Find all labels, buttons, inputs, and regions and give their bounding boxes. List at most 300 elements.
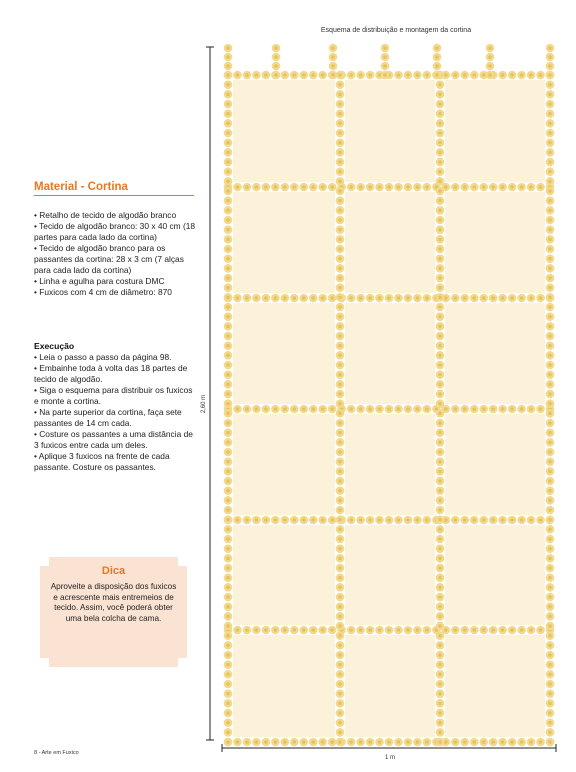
- fuxico-mark: [329, 71, 338, 80]
- material-item: • Fuxicos com 4 cm de diâmetro: 870: [34, 287, 172, 297]
- fuxico-mark: [508, 738, 517, 747]
- fuxico-mark: [224, 631, 233, 640]
- fuxico-mark: [224, 583, 233, 592]
- fuxico-mark: [508, 294, 517, 303]
- fuxico-mark: [536, 738, 545, 747]
- fuxico-mark: [546, 438, 555, 447]
- fuxico-mark: [336, 515, 345, 524]
- fuxico-mark: [356, 626, 365, 635]
- fuxico-mark: [436, 216, 445, 225]
- fuxico-mark: [281, 183, 290, 192]
- fuxico-mark: [413, 405, 422, 414]
- fuxico-mark: [224, 409, 233, 418]
- fuxico-mark: [546, 187, 555, 196]
- fuxico-mark: [436, 573, 445, 582]
- fuxico-mark: [224, 689, 233, 698]
- fuxico-mark: [546, 699, 555, 708]
- fuxico-mark: [451, 183, 460, 192]
- fuxico-mark: [546, 245, 555, 254]
- fuxico-mark: [336, 264, 345, 273]
- fuxico-mark: [318, 738, 327, 747]
- fuxico-mark: [336, 370, 345, 379]
- fabric-panel: [233, 525, 335, 625]
- fuxico-mark: [224, 167, 233, 176]
- fuxico-mark: [271, 738, 280, 747]
- fuxico-mark: [336, 457, 345, 466]
- fuxico-mark: [336, 254, 345, 263]
- fuxico-mark: [404, 183, 413, 192]
- fuxico-mark: [366, 294, 375, 303]
- fuxico-mark: [546, 641, 555, 650]
- diagram-caption: Esquema de distribuição e montagem da cortina: [320, 27, 472, 34]
- width-dimension: [222, 744, 556, 761]
- fuxico-mark: [436, 709, 445, 718]
- fabric-panel: [445, 303, 545, 404]
- fuxico-mark: [356, 294, 365, 303]
- fuxico-mark: [527, 294, 536, 303]
- fuxico-mark: [224, 187, 233, 196]
- fuxico-mark: [546, 216, 555, 225]
- fuxico-mark: [224, 245, 233, 254]
- step-item: • Embainhe toda à volta das 18 partes de tecido de algodão.: [34, 363, 188, 384]
- fuxico-mark: [546, 380, 555, 389]
- fuxico-mark: [385, 738, 394, 747]
- fuxico-mark: [436, 535, 445, 544]
- fuxico-mark: [233, 626, 242, 635]
- fuxico-mark: [224, 641, 233, 650]
- fuxico-mark: [290, 294, 299, 303]
- fuxico-mark: [404, 71, 413, 80]
- fuxico-mark: [486, 62, 495, 71]
- fuxico-mark: [546, 486, 555, 495]
- fuxico-mark: [536, 405, 545, 414]
- fuxico-mark: [394, 294, 403, 303]
- fuxico-mark: [262, 516, 271, 525]
- fuxico-mark: [436, 254, 445, 263]
- fuxico-mark: [451, 71, 460, 80]
- fuxico-mark: [299, 183, 308, 192]
- fuxico-mark: [224, 593, 233, 602]
- fuxico-mark: [290, 516, 299, 525]
- fuxico-mark: [436, 80, 445, 89]
- fuxico-mark: [224, 525, 233, 534]
- fuxico-mark: [272, 62, 281, 71]
- fuxico-mark: [433, 53, 442, 62]
- fuxico-mark: [385, 516, 394, 525]
- fabric-panel: [445, 525, 545, 625]
- fuxico-mark: [527, 626, 536, 635]
- fuxico-mark: [508, 405, 517, 414]
- fuxico-mark: [336, 245, 345, 254]
- fuxico-mark: [546, 728, 555, 737]
- fuxico-mark: [281, 294, 290, 303]
- fuxico-mark: [546, 670, 555, 679]
- fuxico-mark: [546, 593, 555, 602]
- fuxico-mark: [436, 515, 445, 524]
- fuxico-mark: [224, 100, 233, 109]
- fuxico-mark: [546, 225, 555, 234]
- fuxico-mark: [366, 516, 375, 525]
- material-title: Material - Cortina: [34, 181, 194, 196]
- fuxico-mark: [436, 370, 445, 379]
- fuxico-mark: [309, 71, 318, 80]
- fuxico-mark: [336, 602, 345, 611]
- fabric-panel: [233, 414, 335, 515]
- fuxico-mark: [508, 71, 517, 80]
- fuxico-mark: [436, 612, 445, 621]
- fuxico-mark: [436, 699, 445, 708]
- fuxico-mark: [224, 399, 233, 408]
- fuxico-mark: [546, 709, 555, 718]
- fuxico-mark: [460, 626, 469, 635]
- fuxico-mark: [233, 183, 242, 192]
- fuxico-mark: [460, 183, 469, 192]
- fuxico-mark: [272, 71, 281, 80]
- fuxico-mark: [224, 370, 233, 379]
- fuxico-mark: [224, 438, 233, 447]
- fuxico-mark: [404, 516, 413, 525]
- fuxico-mark: [318, 294, 327, 303]
- fuxico-mark: [546, 274, 555, 283]
- fuxico-mark: [436, 235, 445, 244]
- fuxico-mark: [281, 738, 290, 747]
- fuxico-mark: [336, 283, 345, 292]
- fuxico-mark: [517, 626, 526, 635]
- fuxico-mark: [224, 554, 233, 563]
- fuxico-mark: [224, 177, 233, 186]
- fuxico-mark: [546, 428, 555, 437]
- fuxico-mark: [336, 312, 345, 321]
- fuxico-mark: [356, 71, 365, 80]
- fuxico-mark: [233, 405, 242, 414]
- fuxico-mark: [517, 183, 526, 192]
- fuxico-mark: [546, 370, 555, 379]
- fuxico-mark: [336, 390, 345, 399]
- fuxico-mark: [243, 294, 252, 303]
- fuxico-mark: [451, 405, 460, 414]
- fuxico-mark: [224, 660, 233, 669]
- fuxico-mark: [224, 109, 233, 118]
- fuxico-mark: [224, 148, 233, 157]
- fabric-panel: [445, 635, 545, 737]
- fuxico-mark: [336, 680, 345, 689]
- fuxico-mark: [318, 183, 327, 192]
- fuxico-mark: [224, 419, 233, 428]
- fuxico-mark: [336, 196, 345, 205]
- fuxico-mark: [423, 738, 432, 747]
- fuxico-mark: [546, 351, 555, 360]
- fuxico-mark: [436, 361, 445, 370]
- fuxico-mark: [233, 294, 242, 303]
- fuxico-mark: [546, 361, 555, 370]
- fuxico-mark: [336, 206, 345, 215]
- fuxico-mark: [336, 148, 345, 157]
- fuxico-mark: [224, 718, 233, 727]
- fuxico-mark: [366, 405, 375, 414]
- fuxico-mark: [290, 626, 299, 635]
- fabric-panel: [233, 635, 335, 737]
- fuxico-mark: [546, 680, 555, 689]
- fuxico-mark: [336, 158, 345, 167]
- fuxico-mark: [546, 196, 555, 205]
- tip-text: Aproveite a disposição dos fuxicos e acrescente mais entremeios de tecido. Assim, você poderá obter uma bela colcha de cama.: [50, 582, 177, 623]
- fuxico-mark: [329, 44, 338, 53]
- step-item: • Na parte superior da cortina, faça sete passantes de 14 cm cada.: [34, 407, 182, 428]
- fuxico-mark: [347, 516, 356, 525]
- fuxico-mark: [224, 544, 233, 553]
- fuxico-mark: [329, 62, 338, 71]
- fuxico-mark: [224, 264, 233, 273]
- fuxico-mark: [423, 294, 432, 303]
- fabric-panel: [345, 525, 435, 625]
- fuxico-mark: [436, 506, 445, 515]
- fuxico-mark: [436, 448, 445, 457]
- fuxico-mark: [436, 109, 445, 118]
- fuxico-mark: [336, 109, 345, 118]
- fuxico-mark: [224, 216, 233, 225]
- step-item: • Siga o esquema para distribuir os fuxicos e monte a cortina.: [34, 385, 193, 406]
- fuxico-mark: [336, 583, 345, 592]
- fuxico-mark: [336, 554, 345, 563]
- fuxico-mark: [394, 405, 403, 414]
- width-label: 1 m: [384, 755, 396, 761]
- fuxico-mark: [423, 626, 432, 635]
- fuxico-mark: [404, 738, 413, 747]
- fuxico-mark: [252, 516, 261, 525]
- fuxico-mark: [336, 351, 345, 360]
- fuxico-mark: [224, 119, 233, 128]
- fuxico-mark: [436, 409, 445, 418]
- fuxico-mark: [328, 294, 337, 303]
- fuxico-mark: [224, 515, 233, 524]
- fuxico-mark: [336, 709, 345, 718]
- fuxico-mark: [385, 626, 394, 635]
- fuxico-mark: [336, 293, 345, 302]
- fuxico-mark: [271, 294, 280, 303]
- fuxico-mark: [436, 196, 445, 205]
- fuxico-mark: [281, 405, 290, 414]
- fuxico-mark: [328, 626, 337, 635]
- fuxico-mark: [272, 44, 281, 53]
- fuxico-mark: [243, 183, 252, 192]
- fuxico-mark: [394, 183, 403, 192]
- fuxico-mark: [318, 516, 327, 525]
- fuxico-mark: [224, 62, 233, 71]
- fuxico-mark: [309, 405, 318, 414]
- fuxico-mark: [436, 641, 445, 650]
- fuxico-mark: [470, 516, 479, 525]
- fuxico-mark: [336, 177, 345, 186]
- fuxico-mark: [224, 467, 233, 476]
- fuxico-mark: [336, 428, 345, 437]
- fuxico-mark: [336, 535, 345, 544]
- fuxico-mark: [546, 254, 555, 263]
- fuxico-mark: [536, 626, 545, 635]
- fuxico-mark: [527, 71, 536, 80]
- fuxico-mark: [336, 612, 345, 621]
- material-item: • Linha e agulha para costura DMC: [34, 276, 165, 286]
- fuxico-mark: [436, 322, 445, 331]
- fuxico-mark: [436, 225, 445, 234]
- fuxico-mark: [470, 294, 479, 303]
- fuxico-mark: [336, 467, 345, 476]
- tip-corner-notch: [178, 658, 187, 667]
- fuxico-mark: [436, 496, 445, 505]
- fabric-panel: [445, 80, 545, 182]
- fuxico-mark: [451, 294, 460, 303]
- fuxico-mark: [546, 622, 555, 631]
- fuxico-mark: [336, 409, 345, 418]
- fuxico-mark: [489, 405, 498, 414]
- fabric-panel: [345, 414, 435, 515]
- fuxico-mark: [336, 129, 345, 138]
- fuxico-mark: [336, 419, 345, 428]
- fuxico-mark: [546, 544, 555, 553]
- fuxico-mark: [224, 332, 233, 341]
- fuxico-mark: [433, 44, 442, 53]
- fuxico-mark: [546, 177, 555, 186]
- fuxico-mark: [336, 100, 345, 109]
- fuxico-mark: [224, 312, 233, 321]
- fuxico-mark: [262, 183, 271, 192]
- fuxico-mark: [252, 626, 261, 635]
- fuxico-mark: [243, 516, 252, 525]
- fuxico-mark: [470, 405, 479, 414]
- fuxico-mark: [299, 71, 308, 80]
- fuxico-mark: [436, 187, 445, 196]
- fuxico-mark: [489, 183, 498, 192]
- fuxico-mark: [336, 718, 345, 727]
- fuxico-mark: [299, 516, 308, 525]
- fuxico-mark: [436, 544, 445, 553]
- fuxico-mark: [546, 602, 555, 611]
- fuxico-mark: [347, 405, 356, 414]
- execucao-steps: [34, 352, 199, 473]
- fuxico-mark: [436, 177, 445, 186]
- fuxico-mark: [224, 622, 233, 631]
- fuxico-mark: [546, 129, 555, 138]
- fuxico-mark: [413, 294, 422, 303]
- fuxico-mark: [508, 183, 517, 192]
- fuxico-mark: [479, 516, 488, 525]
- fuxico-mark: [460, 405, 469, 414]
- fuxico-mark: [508, 626, 517, 635]
- fuxico-mark: [546, 341, 555, 350]
- fuxico-mark: [546, 148, 555, 157]
- fuxico-mark: [394, 738, 403, 747]
- fuxico-mark: [347, 294, 356, 303]
- step-item: • Aplique 3 fuxicos na frente de cada passante. Costure os passantes.: [34, 451, 170, 472]
- fuxico-mark: [336, 660, 345, 669]
- fabric-panel: [445, 414, 545, 515]
- fuxico-mark: [347, 626, 356, 635]
- fuxico-mark: [224, 496, 233, 505]
- fuxico-mark: [271, 626, 280, 635]
- fuxico-mark: [404, 294, 413, 303]
- fuxico-mark: [546, 293, 555, 302]
- fuxico-mark: [336, 477, 345, 486]
- fuxico-mark: [489, 626, 498, 635]
- fuxico-mark: [546, 448, 555, 457]
- fuxico-mark: [224, 390, 233, 399]
- fuxico-mark: [356, 738, 365, 747]
- fuxico-mark: [336, 361, 345, 370]
- fuxico-mark: [451, 738, 460, 747]
- fuxico-mark: [498, 183, 507, 192]
- fuxico-mark: [436, 274, 445, 283]
- fuxico-mark: [546, 467, 555, 476]
- fuxico-mark: [336, 80, 345, 89]
- fuxico-mark: [336, 506, 345, 515]
- fuxico-mark: [479, 405, 488, 414]
- fuxico-mark: [299, 626, 308, 635]
- fuxico-mark: [470, 183, 479, 192]
- fuxico-mark: [546, 53, 555, 62]
- fabric-panel: [233, 303, 335, 404]
- fuxico-mark: [546, 515, 555, 524]
- material-list: [34, 210, 199, 298]
- fuxico-mark: [336, 670, 345, 679]
- fuxico-mark: [436, 438, 445, 447]
- fuxico-mark: [546, 583, 555, 592]
- fuxico-mark: [328, 183, 337, 192]
- fuxico-mark: [224, 612, 233, 621]
- fuxico-mark: [381, 44, 390, 53]
- fuxico-mark: [252, 405, 261, 414]
- fuxico-mark: [436, 680, 445, 689]
- fabric-panel: [345, 635, 435, 737]
- fuxico-mark: [546, 496, 555, 505]
- fuxico-mark: [262, 626, 271, 635]
- fuxico-mark: [536, 183, 545, 192]
- fuxico-mark: [546, 80, 555, 89]
- fuxico-mark: [436, 380, 445, 389]
- fuxico-mark: [336, 235, 345, 244]
- fuxico-mark: [546, 689, 555, 698]
- fuxico-mark: [460, 71, 469, 80]
- fuxico-mark: [470, 71, 479, 80]
- fuxico-mark: [436, 390, 445, 399]
- height-label: 2,60 m: [201, 394, 207, 414]
- fuxico-mark: [281, 71, 290, 80]
- fuxico-mark: [436, 564, 445, 573]
- fuxico-mark: [271, 516, 280, 525]
- fuxico-mark: [243, 71, 252, 80]
- fuxico-mark: [271, 183, 280, 192]
- fuxico-mark: [546, 235, 555, 244]
- fuxico-mark: [336, 738, 345, 747]
- fabric-panel: [345, 80, 435, 182]
- fuxico-mark: [436, 583, 445, 592]
- fuxico-mark: [546, 158, 555, 167]
- fuxico-mark: [224, 573, 233, 582]
- fuxico-mark: [436, 206, 445, 215]
- fabric-panel: [233, 80, 335, 182]
- fuxico-mark: [224, 71, 233, 80]
- fuxico-mark: [436, 312, 445, 321]
- fuxico-mark: [224, 670, 233, 679]
- fuxico-mark: [536, 71, 545, 80]
- fuxico-mark: [436, 100, 445, 109]
- fuxico-mark: [336, 564, 345, 573]
- execucao-title: Execução: [34, 341, 75, 351]
- fuxico-mark: [527, 183, 536, 192]
- fuxico-mark: [536, 516, 545, 525]
- fuxico-mark: [546, 651, 555, 660]
- fuxico-mark: [347, 738, 356, 747]
- fuxico-mark: [436, 651, 445, 660]
- fuxico-mark: [436, 602, 445, 611]
